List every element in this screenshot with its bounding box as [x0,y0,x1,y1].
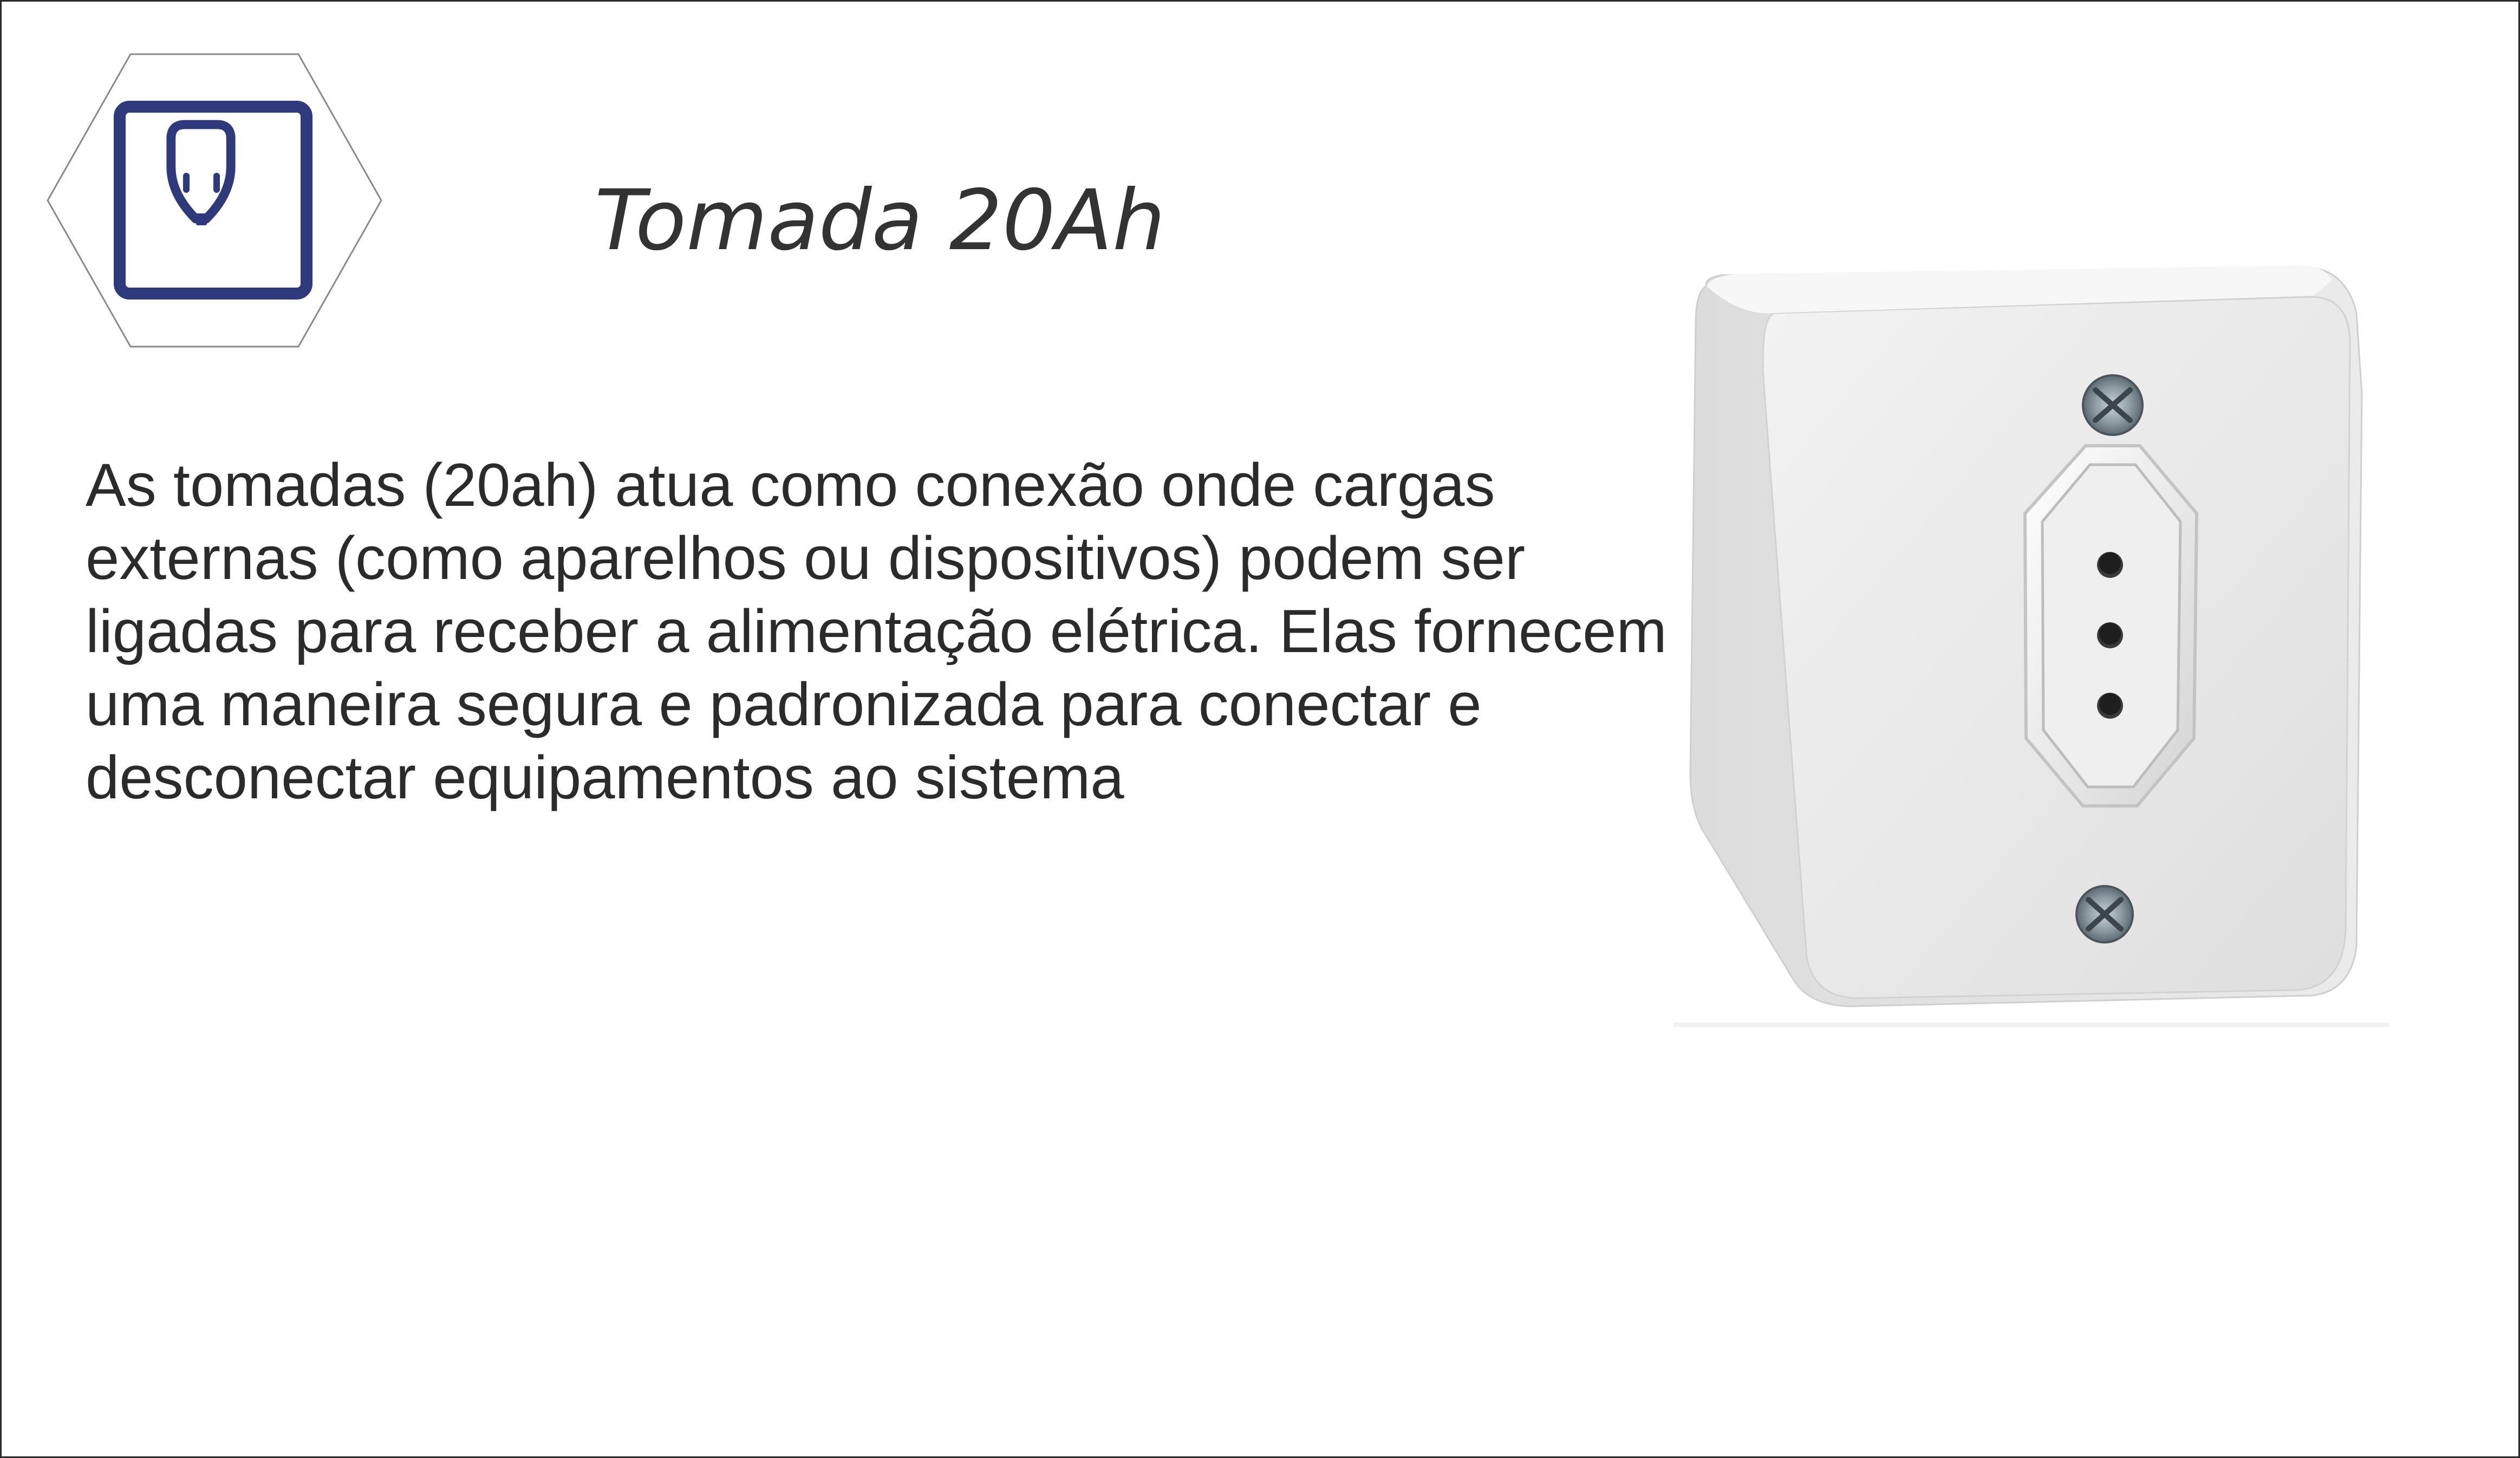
page-title: Tomada 20Ah [595,172,1165,269]
wall-socket-photo [1674,232,2389,1039]
description-text: As tomadas (20ah) atua como conexão onde cargas externas (como aparelhos ou dispositivos) podem ser ligadas para receber a alimentação elétrica. Elas fornecem uma maneira segura e padronizada para conectar e desconectar equipamentos ao sistema [86,451,1667,811]
power-outlet-icon [47,53,382,348]
